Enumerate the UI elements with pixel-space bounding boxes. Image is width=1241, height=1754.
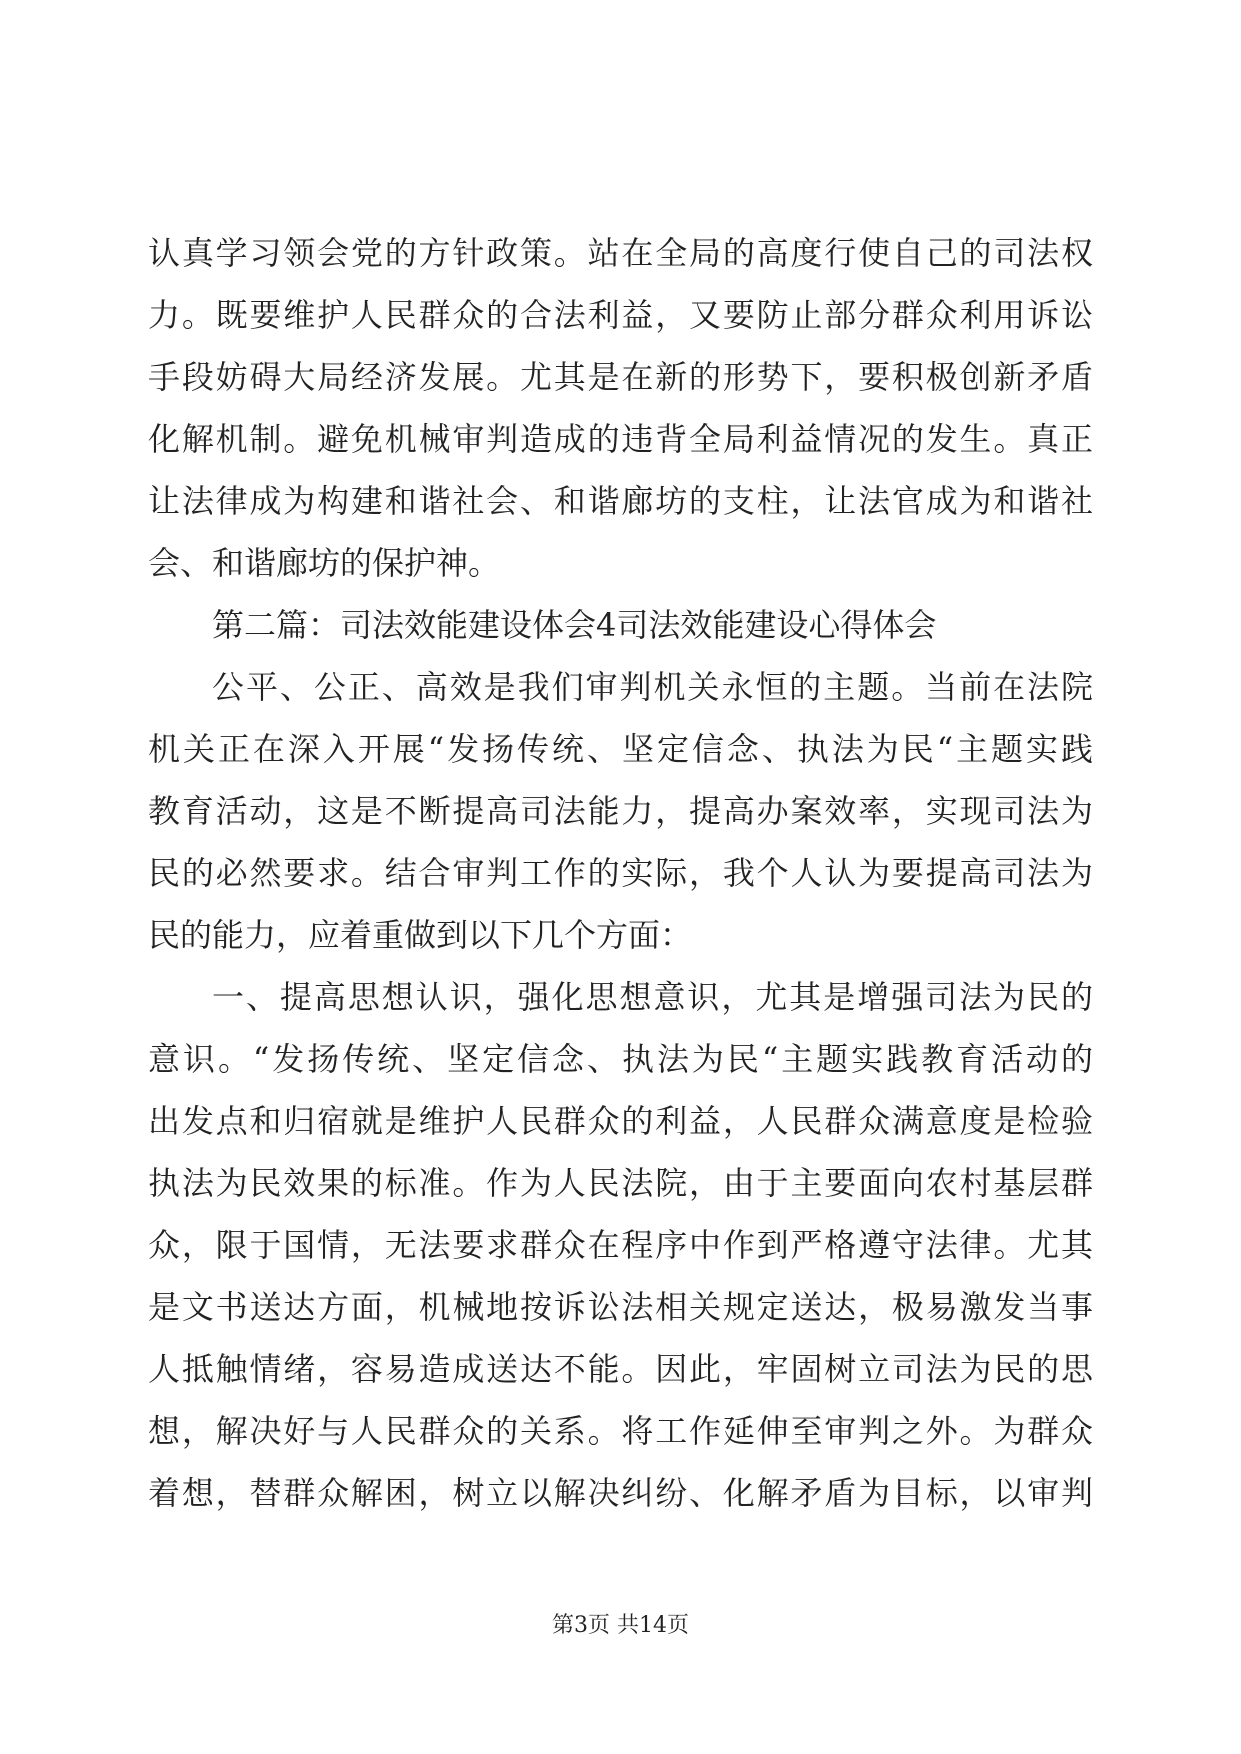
text-line: 一、提高思想认识，强化思想意识，尤其是增强司法为民的 (212, 978, 1093, 1016)
text-line: 让法律成为构建和谐社会、和谐廊坊的支柱，让法官成为和谐社 (148, 482, 1093, 520)
text-line: 公平、公正、高效是我们审判机关永恒的主题。当前在法院 (212, 668, 1093, 706)
page-number: 第3页 共14页 (552, 1613, 689, 1638)
text-line: 手段妨碍大局经济发展。尤其是在新的形势下，要积极创新矛盾 (148, 358, 1093, 396)
text-line: 想，解决好与人民群众的关系。将工作延伸至审判之外。为群众 (148, 1412, 1093, 1450)
text-line: 人抵触情绪，容易造成送达不能。因此，牢固树立司法为民的思 (148, 1350, 1093, 1388)
page-footer (0, 1608, 1241, 1639)
body-text (148, 222, 1093, 1524)
text-line: 出发点和归宿就是维护人民群众的利益，人民群众满意度是检验 (148, 1102, 1093, 1140)
text-line: 着想，替群众解困，树立以解决纠纷、化解矛盾为目标，以审判 (148, 1474, 1093, 1512)
text-line: 力。既要维护人民群众的合法利益，又要防止部分群众利用诉讼 (148, 296, 1093, 334)
text-line: 教育活动，这是不断提高司法能力，提高办案效率，实现司法为 (148, 792, 1093, 830)
text-line: 民的能力，应着重做到以下几个方面： (148, 916, 693, 954)
text-line: 民的必然要求。结合审判工作的实际，我个人认为要提高司法为 (148, 854, 1093, 892)
text-line: 意识。“发扬传统、坚定信念、执法为民“主题实践教育活动的 (148, 1040, 1093, 1078)
text-line: 化解机制。避免机械审判造成的违背全局利益情况的发生。真正 (148, 420, 1093, 458)
text-line: 认真学习领会党的方针政策。站在全局的高度行使自己的司法权 (148, 234, 1093, 272)
section-heading: 第二篇：司法效能建设体会4司法效能建设心得体会 (212, 606, 937, 644)
text-line: 执法为民效果的标准。作为人民法院，由于主要面向农村基层群 (148, 1164, 1093, 1202)
text-line: 会、和谐廊坊的保护神。 (148, 544, 501, 582)
text-line: 机关正在深入开展“发扬传统、坚定信念、执法为民“主题实践 (148, 730, 1093, 768)
text-line: 众，限于国情，无法要求群众在程序中作到严格遵守法律。尤其 (148, 1226, 1093, 1264)
text-line: 是文书送达方面，机械地按诉讼法相关规定送达，极易激发当事 (148, 1288, 1093, 1326)
